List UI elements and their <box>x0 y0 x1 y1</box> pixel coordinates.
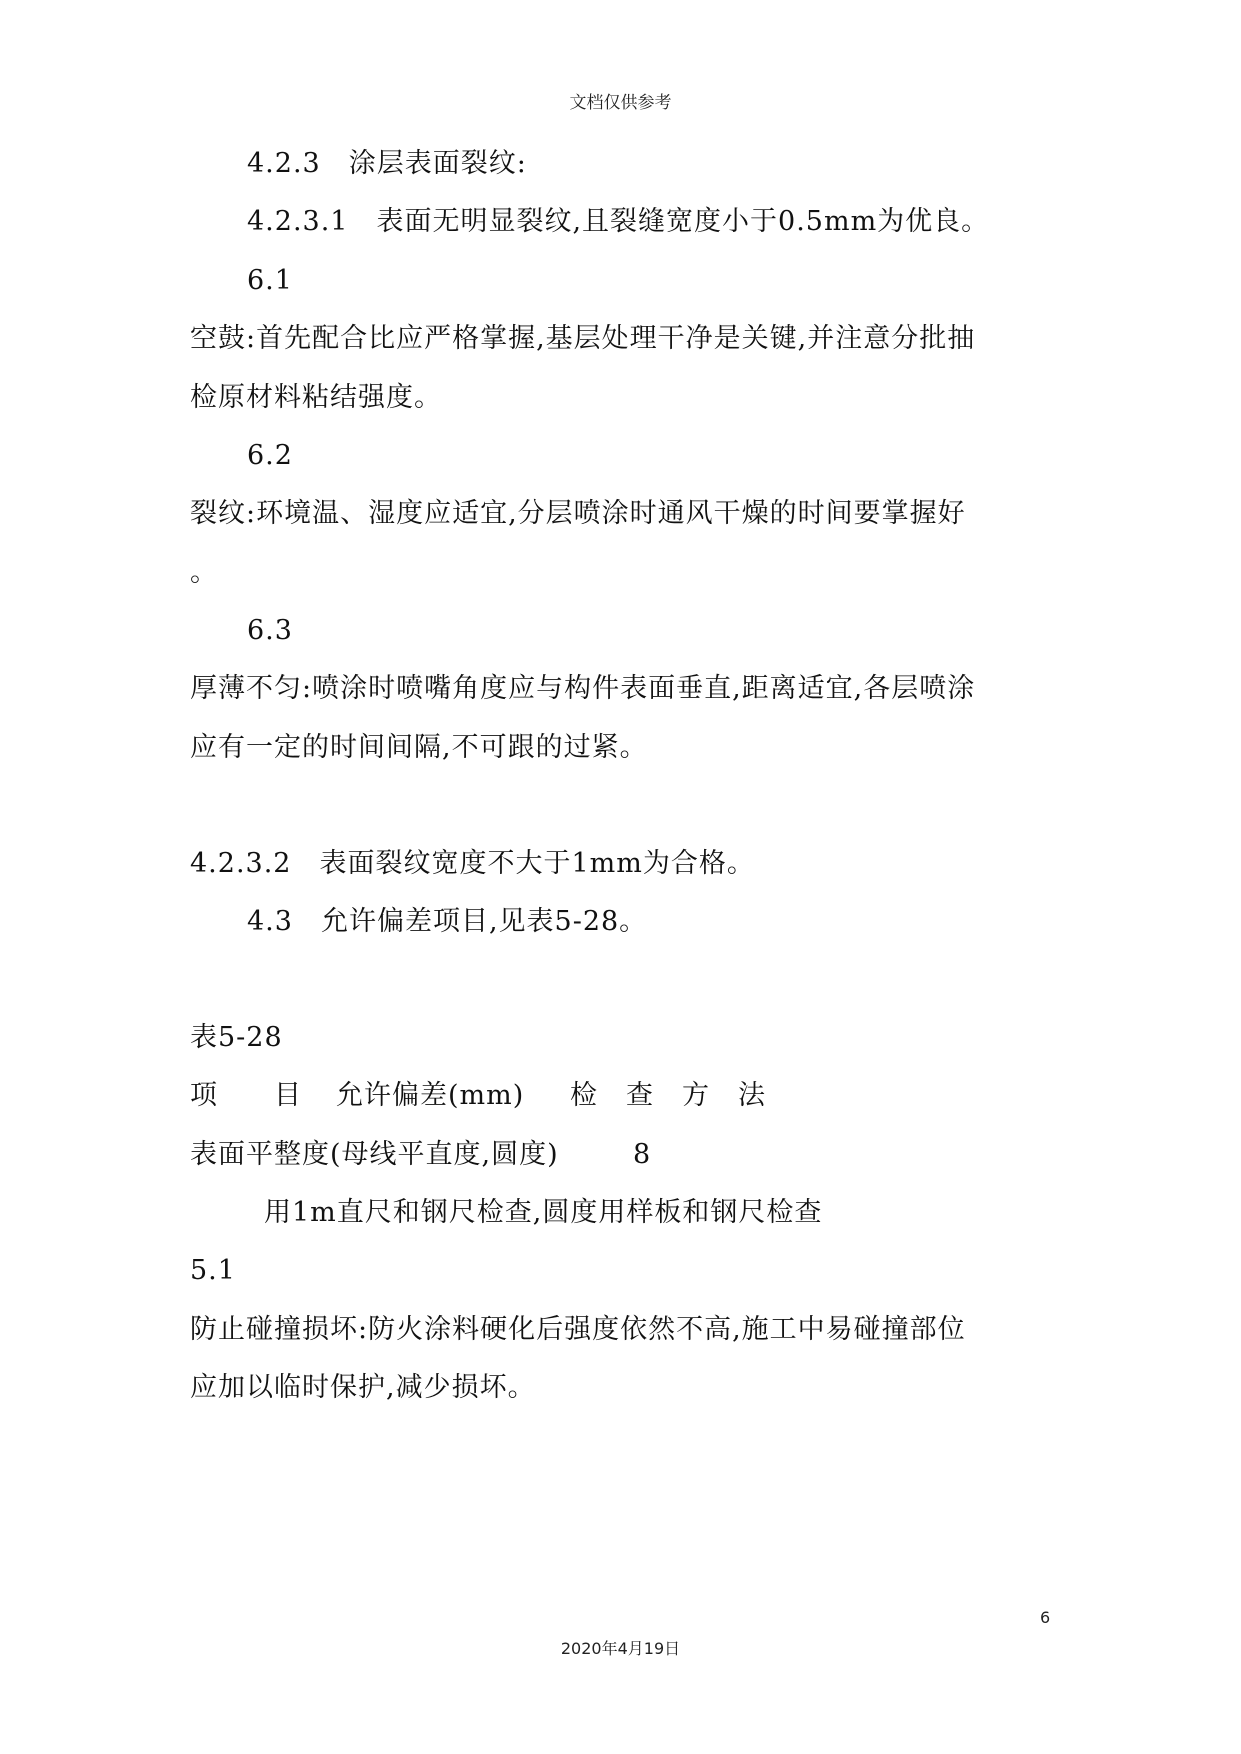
section-4-3: 4.3 允许偏差项目,见表5-28。 <box>247 906 648 937</box>
table-header-item: 项 目 <box>190 1080 302 1111</box>
paragraph-6-1-line-1: 空鼓:首先配合比应严格掌握,基层处理干净是关键,并注意分批抽 <box>190 323 976 354</box>
footer-date: 2020年4月19日 <box>560 1639 681 1658</box>
item-number-6-1: 6.1 <box>247 265 293 296</box>
section-4-2-3-2: 4.2.3.2 表面裂纹宽度不大于1mm为合格。 <box>190 848 755 879</box>
page-header: 文档仅供参考 <box>569 93 672 113</box>
paragraph-5-1-line-1: 防止碰撞损坏:防火涂料硬化后强度依然不高,施工中易碰撞部位 <box>190 1314 966 1345</box>
paragraph-6-2-line-1: 裂纹:环境温、湿度应适宜,分层喷涂时通风干燥的时间要掌握好 <box>190 498 966 529</box>
paragraph-6-3-line-2: 应有一定的时间间隔,不可跟的过紧。 <box>190 732 648 763</box>
table-header-tolerance: 允许偏差(mm) <box>336 1080 525 1111</box>
paragraph-5-1-line-2: 应加以临时保护,减少损坏。 <box>190 1372 536 1403</box>
table-row-method: 用1m直尺和钢尺检查,圆度用样板和钢尺检查 <box>264 1197 823 1228</box>
table-title: 表5-28 <box>190 1022 283 1053</box>
table-header-method: 检 查 方 法 <box>570 1080 766 1111</box>
item-number-5-1: 5.1 <box>190 1255 236 1286</box>
section-4-2-3-1: 4.2.3.1 表面无明显裂纹,且裂缝宽度小于0.5mm为优良。 <box>247 206 990 237</box>
page-number: 6 <box>1040 1608 1051 1627</box>
item-number-6-2: 6.2 <box>247 440 293 471</box>
item-number-6-3: 6.3 <box>247 615 293 646</box>
section-4-2-3-heading: 4.2.3 涂层表面裂纹: <box>247 148 527 179</box>
paragraph-6-3-line-1: 厚薄不匀:喷涂时喷嘴角度应与构件表面垂直,距离适宜,各层喷涂 <box>190 673 976 704</box>
paragraph-6-1-line-2: 检原材料粘结强度。 <box>190 382 442 413</box>
table-row-value: 8 <box>633 1139 652 1170</box>
table-row-item: 表面平整度(母线平直度,圆度) <box>190 1139 559 1170</box>
paragraph-6-2-line-2: 。 <box>190 557 218 588</box>
